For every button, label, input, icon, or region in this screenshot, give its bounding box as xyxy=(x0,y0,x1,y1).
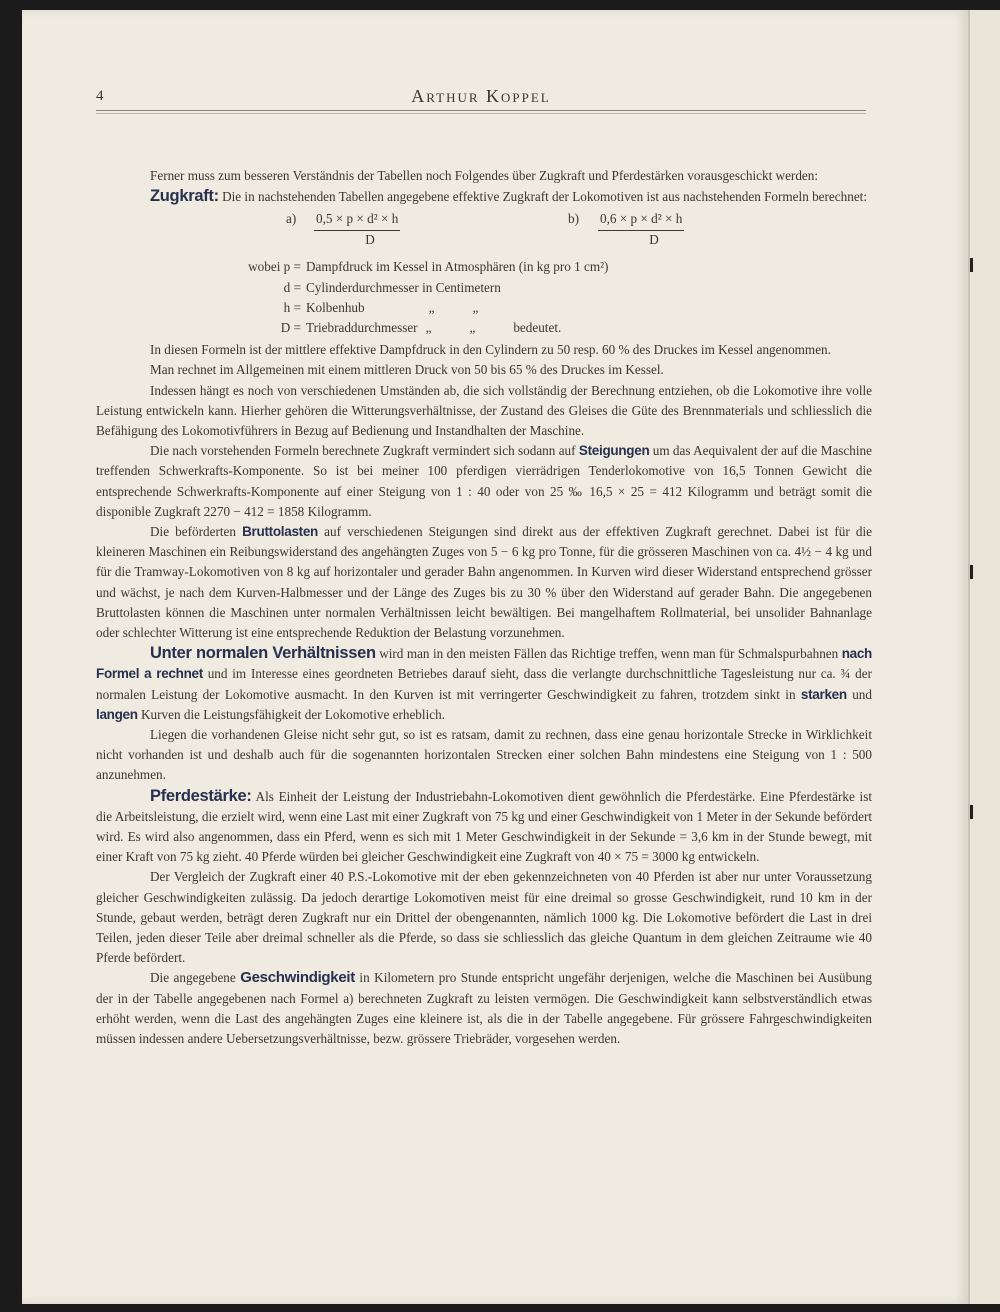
keyword-bruttolasten: Bruttolasten xyxy=(242,523,318,539)
keyword-geschwindigkeit: Geschwindigkeit xyxy=(240,969,355,987)
definition-row: d = Cylinderdurchmesser in Centimetern xyxy=(283,279,501,295)
formula-a-numerator: 0,5 × p × d² × h xyxy=(314,209,400,230)
definition-row: wobei p = Dampfdruck im Kessel in Atmosphären (in kg pro 1 cm²) xyxy=(248,259,609,275)
definition-row: h = Kolbenhub „ „ xyxy=(283,299,479,315)
intro-paragraph: Ferner muss zum besseren Verständnis der Tabellen noch Folgendes über Zugkraft und Pferdestärken vorausgeschickt werden: xyxy=(150,168,819,183)
keyword-langen: langen xyxy=(96,706,138,722)
zugkraft-heading: Zugkraft: xyxy=(150,187,219,206)
geschwindigkeit-paragraph: Die angegebene Geschwindigkeit in Kilometern pro Stunde entspricht ungefähr derjenigen, welche die Maschinen bei Ausübung der in der Tabelle angegebenen nach Formel a) berechneten Zugkraft zu leisten vermögen. Die Geschwindigkeit kann selbstverständlich etwas erhöht werden, wenn die Last des angehängten Zuges eine kleinere ist, als die in der Tabelle angegebene. Für grössere Fahrgeschwindigkeiten müssen indessen andere Uebersetzungsverhältnisse, bezw. grössere Triebräder, vorgesehen werden. xyxy=(96,969,873,1047)
running-title: Arthur Koppel xyxy=(411,86,551,106)
paragraph: Liegen die vorhandenen Gleise nicht sehr gut, so ist es ratsam, damit zu rechnen, dass eine genau horizontale Strecke in Wirklichkeit nicht vorhanden ist und deshalb auch für die sogenannten horizontalen Strecken einer solchen Bahn mindestens eine Steigung von 1 : 500 anzunehmen. xyxy=(96,727,872,783)
keyword-formel-a: nach Formel a rechnet xyxy=(96,646,872,682)
pferdestaerke-paragraph: Pferdestärke: Als Einheit der Leistung der Industriebahn-Lokomotiven dient gewöhnlich die Pferdestärke. Eine Pferdestärke ist die Arbeitsleistung, die erzielt wird, wenn eine Last mit einer Zugkraft von 75 kg und einer Geschwindigkeit von 1 Meter in der Sekunde befördert wird. Es wird also angenommen, dass ein Pferd, wenn es sich mit 1 Meter Geschwindigkeit in der Sekunde = 3,6 km in der Stunde bewegt, mit einer Kraft von 75 kg zieht. 40 Pferde würden bei gleicher Geschwindigkeit eine Zugkraft von 40 × 75 = 3000 kg entwickeln. xyxy=(96,786,872,865)
paragraph: Indessen hängt es noch von verschiedenen Umständen ab, die sich vollständig der Berechnung entziehen, ob die Lokomotive ihre volle Leistung entwickeln kann. Hierher gehören die Witterungsverhältnisse, der Zustand des Gleises die Güte des Brennmaterials und schliesslich die Befähigung des Lokomotivführers in Bezug auf Bedienung und Instandhalten der Maschine. xyxy=(96,382,872,438)
variable-definitions xyxy=(96,257,872,338)
keyword-starken: starken xyxy=(800,686,847,702)
steigungen-paragraph: Die nach vorstehenden Formeln berechnete Zugkraft vermindert sich sodann auf Steigungen um das Aequivalent der auf die Maschine treffenden Schwerkrafts-Komponente. So ist bei meiner 100 pferdigen vierrädrigen Tenderlokomotive von 16,5 Tonnen Gewicht die entsprechende Schwerkrafts-Komponente auf einer Steigung von 1 : 40 oder von 25 ‰ 16,5 × 25 = 412 Kilogramm und beträgt somit die disponible Zugkraft 2270 − 412 = 1858 Kilogramm. xyxy=(96,443,872,519)
bruttolasten-paragraph: Die beförderten Bruttolasten auf verschiedenen Steigungen sind direkt aus der effektiven Zugkraft gerechnet. Dabei ist für die kleineren Maschinen ein Reibungswiderstand des angehängten Zuges von 5 − 6 kg pro Tonne, für die grösseren Maschinen von ca. 4½ − 4 kg und für die Tramway-Lokomotiven von 8 kg auf horizontaler und gerader Bahn angenommen. In Kurven wird dieser Widerstand entsprechend grösser und wächst, je nach dem Kurven-Halbmesser und der Länge des Zuges bis zu 30 % über den Widerstand auf gerader Bahn. Die angegebenen Bruttolasten können die Maschinen unter normalen Verhältnissen leicht bewältigen. Bei mangelhaftem Rollmaterial, bei unsolider Bahnanlage oder schlechter Witterung ist eine entsprechende Reduktion der Belastung vorzunehmen. xyxy=(96,523,872,640)
formula-a-label: a) xyxy=(286,211,297,227)
binding-mark xyxy=(970,805,973,819)
definition-row: D = Triebraddurchmesser „ „ bedeutet. xyxy=(280,319,562,335)
page-header xyxy=(96,86,866,108)
body-text xyxy=(96,166,872,1049)
page-number: 4 xyxy=(96,88,104,104)
keyword-unter-normalen: Unter normalen Verhältnissen xyxy=(150,644,376,663)
formula-a-denominator: D xyxy=(365,232,375,248)
binding-mark xyxy=(970,565,973,579)
paragraph: Man rechnet im Allgemeinen mit einem mittleren Druck von 50 bis 65 % des Druckes im Kessel. xyxy=(150,362,664,378)
zugkraft-text: Die in nachstehenden Tabellen angegebene effektive Zugkraft der Lokomotiven ist aus nachstehenden Formeln berechnet: xyxy=(218,189,867,205)
binding-mark xyxy=(970,258,973,272)
keyword-steigungen: Steigungen xyxy=(578,443,650,459)
normal-conditions-paragraph: Unter normalen Verhältnissen wird man in den meisten Fällen das Richtige treffen, wenn man für Schmalspurbahnen nach Formel a rechnet und im Interesse eines geordneten Betriebes darauf sieht, dass die verlangte durchschnittliche Tagesleistung nur ca. ¾ der normalen Leistung der Lokomotive ausmacht. In den Kurven ist mit verringerter Geschwindigkeit zu fahren, trotzdem sinkt in starken und langen Kurven die Leistungsfähigkeit der Lokomotive erheblich. xyxy=(96,644,872,722)
paragraph: In diesen Formeln ist der mittlere effektive Dampfdruck in den Cylindern zu 50 resp. 60 % des Druckes im Kessel angenommen. xyxy=(150,342,831,358)
header-rule xyxy=(96,110,866,111)
adjacent-page-edge xyxy=(968,10,1000,1304)
header-rule-thin xyxy=(96,113,866,114)
formula-b-denominator: D xyxy=(649,232,659,248)
formulas xyxy=(96,209,872,253)
zugkraft-paragraph xyxy=(96,186,872,207)
pferdestaerke-heading: Pferdestärke: xyxy=(150,786,252,805)
formula-b-numerator: 0,6 × p × d² × h xyxy=(598,209,684,230)
paragraph: Der Vergleich der Zugkraft einer 40 P.S.-Lokomotive mit der eben gekennzeichneten von 40 Pferden ist aber nur unter Voraussetzung gleicher Geschwindigkeiten zulässig. Da jedoch derartige Lokomotiven meist für eine dreimal so grosse Geschwindigkeit, rund 10 km in der Stunde, gebaut werden, beträgt deren Zugkraft nur ein Drittel der obengenannten, nämlich 1000 kg. Die Lokomotive befördert die Last in drei Teilen, jeden dieser Teile aber dreimal schneller als die Pferde, so dass sie schliesslich das gleiche Quantum in dem gleichen Zeitraume wie 40 Pferde befördert. xyxy=(96,869,872,966)
formula-b-label: b) xyxy=(568,211,579,227)
